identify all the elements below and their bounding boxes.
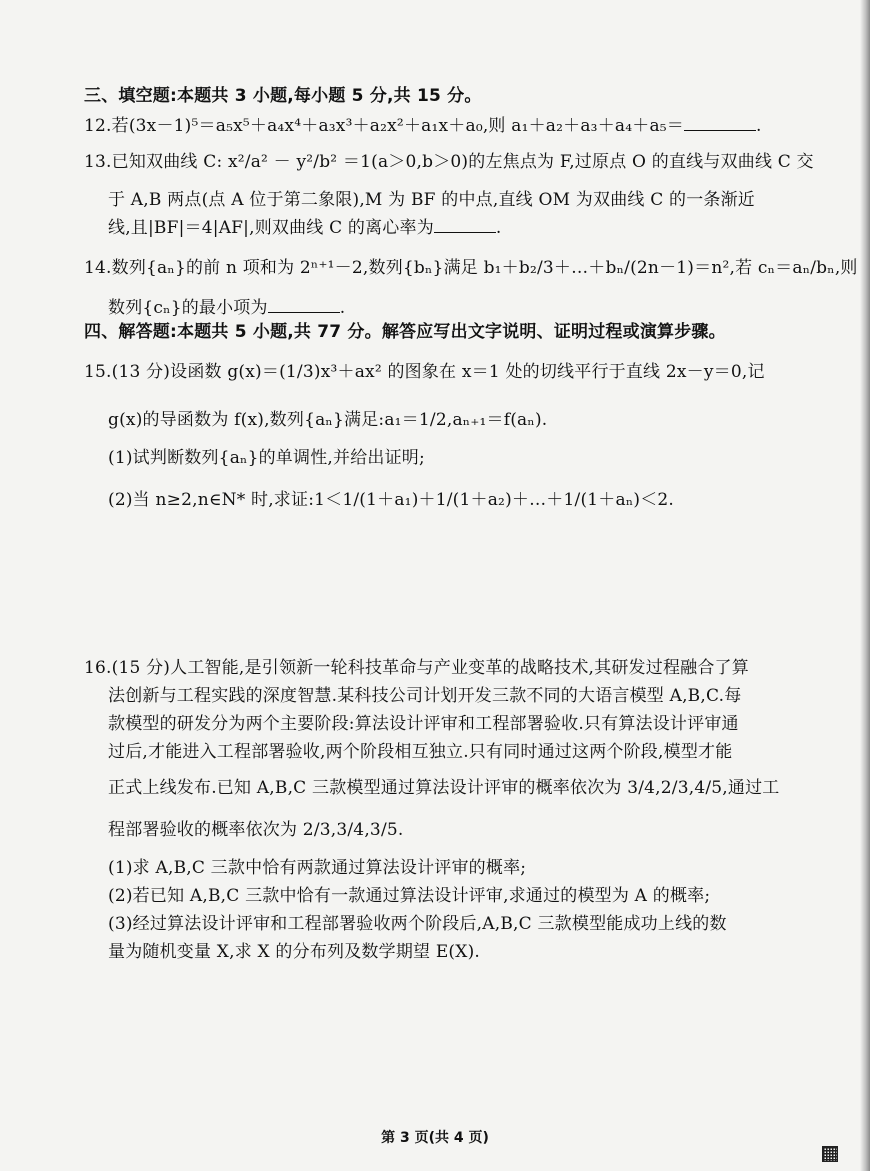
q16-part-1: (1)求 A,B,C 三款中恰有两款通过算法设计评审的概率; <box>108 858 527 878</box>
q15-part-1: (1)试判断数列{aₙ}的单调性,并给出证明; <box>108 448 425 468</box>
q14-text: 数列{cₙ}的最小项为 <box>108 298 268 318</box>
page-number: 第 3 页(共 4 页) <box>381 1130 489 1146</box>
q16-line-4: 过后,才能进入工程部署验收,两个阶段相互独立.只有同时通过这两个阶段,模型才能 <box>108 742 733 762</box>
q12-end: . <box>756 116 762 136</box>
answer-heading: 四、解答题:本题共 5 小题,共 77 分。解答应写出文字说明、证明过程或演算步骤。 <box>84 322 726 342</box>
q15-line-2: g(x)的导函数为 f(x),数列{aₙ}满足:a₁＝1/2,aₙ₊₁＝f(aₙ). <box>108 410 548 430</box>
qr-code-icon <box>822 1146 838 1162</box>
q16-line-1: 16.(15 分)人工智能,是引领新一轮科技革命与产业变革的战略技术,其研发过程融合了算 <box>84 658 749 678</box>
q14-line-2 <box>108 294 830 320</box>
q13-end: . <box>495 218 502 238</box>
q12-text: 12.若(3x－1)⁵＝a₅x⁵＋a₄x⁴＋a₃x³＋a₂x²＋a₁x＋a₀,则 a₁＋a₂＋a₃＋a₄＋a₅＝ <box>84 116 684 136</box>
q15-part-2: (2)当 n≥2,n∈N* 时,求证:1＜1/(1＋a₁)＋1/(1＋a₂)＋…＋1/(1＋aₙ)＜2. <box>108 490 675 510</box>
q13-line-2: 于 A,B 两点(点 A 位于第二象限),M 为 BF 的中点,直线 OM 为双曲线 C 的一条渐近 <box>108 190 756 210</box>
q16-line-5: 正式上线发布.已知 A,B,C 三款模型通过算法设计评审的概率依次为 3/4,2/3,4/5,通过工 <box>108 778 780 798</box>
q15-line-1: 15.(13 分)设函数 g(x)＝(1/3)x³＋ax² 的图象在 x＝1 处的切线平行于直线 2x－y＝0,记 <box>84 362 765 382</box>
q16-line-3: 款模型的研发分为两个主要阶段:算法设计评审和工程部署验收.只有算法设计评审通 <box>108 714 739 734</box>
q16-line-6: 程部署验收的概率依次为 2/3,3/4,3/5. <box>108 820 404 840</box>
q14-end: . <box>339 298 346 318</box>
q16-part-3a: (3)经过算法设计评审和工程部署验收两个阶段后,A,B,C 三款模型能成功上线的数 <box>108 914 727 934</box>
q13-line-1: 13.已知双曲线 C: x²/a² － y²/b² ＝1(a＞0,b＞0)的左焦点为 F,过原点 O 的直线与双曲线 C 交 <box>84 152 814 172</box>
q16-line-2: 法创新与工程实践的深度智慧.某科技公司计划开发三款不同的大语言模型 A,B,C.每 <box>108 686 742 706</box>
scan-edge-shadow <box>860 0 870 1171</box>
fill-blank-heading: 三、填空题:本题共 3 小题,每小题 5 分,共 15 分。 <box>84 86 482 106</box>
q13-line-3 <box>108 214 830 240</box>
q14-answer-blank <box>268 294 340 313</box>
q12-answer-blank <box>684 112 756 131</box>
q16-part-3b: 量为随机变量 X,求 X 的分布列及数学期望 E(X). <box>108 942 481 962</box>
q14-line-1: 14.数列{aₙ}的前 n 项和为 2ⁿ⁺¹－2,数列{bₙ}满足 b₁＋b₂/3＋…＋bₙ/(2n－1)＝n²,若 cₙ＝aₙ/bₙ,则 <box>84 258 858 278</box>
q16-part-2: (2)若已知 A,B,C 三款中恰有一款通过算法设计评审,求通过的模型为 A 的概率; <box>108 886 711 906</box>
question-12 <box>84 112 830 138</box>
q13-answer-blank <box>434 214 496 233</box>
q13-text: 线,且|BF|＝4|AF|,则双曲线 C 的离心率为 <box>108 218 434 238</box>
